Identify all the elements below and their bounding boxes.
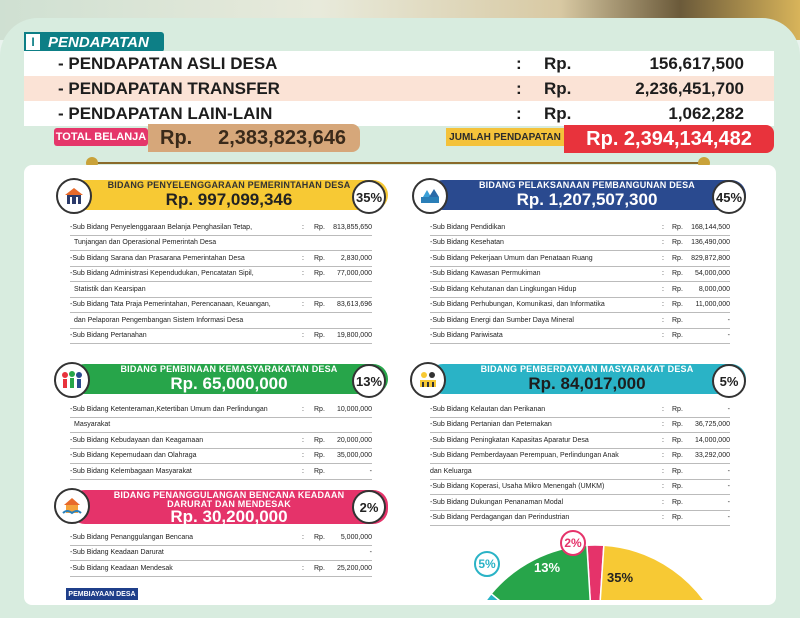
- community-people-icon: [54, 362, 90, 398]
- row-currency: Rp.: [672, 316, 683, 324]
- bidang-title-line1: BIDANG PENANGGULANGAN BENCANA KEADAAN: [113, 489, 345, 500]
- row-value: 136,490,000: [691, 239, 730, 247]
- bidang-kemasyarakatan-header: [70, 364, 388, 394]
- government-building-icon: [56, 178, 92, 214]
- table-row: [430, 282, 730, 298]
- row-name: -Sub Bidang Pertanahan: [70, 332, 147, 340]
- row-value: -: [369, 467, 372, 475]
- row-colon: :: [302, 452, 304, 460]
- section-title: PENDAPATAN: [48, 33, 149, 51]
- bidang-pemberdayaan-rows: [430, 402, 730, 526]
- row-colon: :: [662, 285, 664, 293]
- table-row: [430, 267, 730, 283]
- row-value: 20,000,000: [336, 436, 372, 444]
- bidang-percentage: 5%: [712, 364, 746, 398]
- row-name: -Sub Bidang Kesehatan: [430, 239, 504, 247]
- row-name: -Sub Bidang Peningkatan Kapasitas Aparatur Desa: [430, 436, 589, 444]
- bidang-title: BIDANG PEMBERDAYAAN MASYARAKAT DESA: [480, 364, 694, 374]
- row-value: -: [727, 467, 730, 475]
- table-row: [430, 220, 730, 236]
- construction-icon: [412, 178, 448, 214]
- pie-data-label: 2%: [564, 536, 582, 550]
- row-name: Statistik dan Kearsipan: [74, 285, 146, 293]
- jumlah-pendapatan-amount: Rp. 2,394,134,482: [564, 125, 774, 153]
- row-name: -Sub Bidang Koperasi, Usaha Mikro Menengah (UMKM): [430, 483, 605, 491]
- row-value: 11,000,000: [695, 301, 730, 309]
- row-colon: :: [662, 436, 664, 444]
- row-name: -Sub Bidang Penyelenggaraan Belanja Penghasilan Tetap,: [70, 223, 253, 231]
- pie-data-label: 13%: [533, 560, 561, 575]
- row-name: -Sub Bidang Tata Praja Pemerintahan, Perencanaan, Keuangan,: [70, 301, 271, 309]
- income-colon: :: [516, 78, 522, 98]
- table-row: [70, 329, 372, 345]
- table-row: [70, 298, 372, 314]
- row-value: 36,725,000: [694, 421, 730, 429]
- income-currency: Rp.: [544, 53, 572, 73]
- row-value: 19,800,000: [336, 332, 372, 340]
- row-value: 33,292,000: [694, 452, 730, 460]
- row-name: -Sub Bidang Pariwisata: [430, 332, 503, 340]
- bidang-percentage: 13%: [352, 364, 386, 398]
- bidang-pemerintahan-rows: [70, 220, 372, 344]
- row-colon: :: [662, 452, 664, 460]
- row-value: 5,000,000: [340, 533, 372, 541]
- bidang-pembangunan-header: [428, 180, 746, 210]
- row-currency: Rp.: [314, 436, 325, 444]
- bidang-percentage: 2%: [352, 490, 386, 524]
- table-row: [430, 418, 730, 434]
- bidang-bencana-rows: [70, 530, 372, 577]
- row-name: -Sub Bidang Keadaan Mendesak: [70, 564, 173, 572]
- row-name: -Sub Bidang Kelautan dan Perikanan: [430, 405, 546, 413]
- row-colon: :: [662, 514, 664, 522]
- bidang-pembangunan-rows: [430, 220, 730, 344]
- table-row: [430, 236, 730, 252]
- row-value: 829,872,800: [691, 254, 730, 262]
- pie-data-label: 35%: [606, 570, 634, 585]
- row-name: -Sub Bidang Kelembagaan Masyarakat: [70, 467, 192, 475]
- row-name: -Sub Bidang Penanggulangan Bencana: [70, 533, 193, 541]
- income-colon: :: [516, 103, 522, 123]
- row-currency: Rp.: [314, 405, 325, 413]
- row-currency: Rp.: [672, 514, 683, 522]
- row-colon: :: [302, 564, 304, 572]
- table-row: [70, 236, 372, 252]
- row-currency: Rp.: [314, 301, 325, 309]
- bidang-pemberdayaan-header: [428, 364, 746, 394]
- row-name: Masyarakat: [74, 421, 111, 429]
- table-row: [70, 530, 372, 546]
- total-belanja-label: TOTAL BELANJA: [54, 128, 148, 146]
- row-currency: Rp.: [314, 223, 325, 231]
- table-row: [70, 267, 372, 283]
- table-row: [70, 313, 372, 329]
- table-row: [70, 282, 372, 298]
- table-row: [70, 433, 372, 449]
- row-colon: :: [302, 270, 304, 278]
- row-colon: :: [662, 421, 664, 429]
- row-currency: Rp.: [672, 270, 683, 278]
- income-row-asli: [24, 51, 774, 76]
- income-colon: :: [516, 53, 522, 73]
- row-currency: Rp.: [672, 467, 683, 475]
- row-name: dan Pelaporan Pengembangan Sistem Informasi Desa: [74, 316, 244, 324]
- row-value: 54,000,000: [694, 270, 730, 278]
- row-name: -Sub Bidang Pertanian dan Peternakan: [430, 421, 552, 429]
- total-belanja-currency: Rp.: [160, 126, 193, 149]
- row-currency: Rp.: [314, 270, 325, 278]
- row-colon: :: [662, 498, 664, 506]
- row-currency: Rp.: [672, 436, 683, 444]
- row-colon: :: [662, 316, 664, 324]
- table-row: [430, 298, 730, 314]
- row-value: -: [369, 549, 372, 557]
- bidang-title: BIDANG PEMBINAAN KEMASYARAKATAN DESA: [120, 364, 338, 374]
- income-label: - PENDAPATAN TRANSFER: [58, 78, 280, 98]
- table-row: [70, 418, 372, 434]
- row-value: 35,000,000: [336, 452, 372, 460]
- income-amount: 156,617,500: [649, 53, 744, 73]
- row-name: -Sub Bidang Pekerjaan Umum dan Penataan Ruang: [430, 254, 593, 262]
- row-value: 168,144,500: [691, 223, 730, 231]
- row-colon: :: [662, 239, 664, 247]
- row-currency: Rp.: [672, 301, 683, 309]
- row-colon: :: [302, 467, 304, 475]
- table-row: [430, 251, 730, 267]
- bidang-percentage: 45%: [712, 180, 746, 214]
- pembiayaan-label: PEMBIAYAAN DESA: [66, 588, 138, 600]
- row-value: 77,000,000: [336, 270, 372, 278]
- row-currency: Rp.: [314, 452, 325, 460]
- income-amount: 1,062,282: [668, 103, 744, 123]
- row-name: -Sub Bidang Kebudayaan dan Keagamaan: [70, 436, 204, 444]
- row-currency: Rp.: [314, 254, 325, 262]
- section-number: I: [24, 32, 42, 52]
- row-value: 813,855,650: [333, 223, 372, 231]
- budget-pie-chart: [440, 520, 770, 600]
- total-belanja-amount-box: [148, 124, 360, 152]
- table-row: [430, 480, 730, 496]
- empowerment-icon: [410, 362, 446, 398]
- row-value: -: [727, 332, 730, 340]
- bidang-amount: Rp. 1,207,507,300: [516, 190, 658, 209]
- row-currency: Rp.: [672, 498, 683, 506]
- jumlah-pendapatan-label: JUMLAH PENDAPATAN: [446, 128, 564, 146]
- table-row: [430, 329, 730, 345]
- row-name: -Sub Bidang Perhubungan, Komunikasi, dan Informatika: [430, 301, 605, 309]
- row-currency: Rp.: [672, 332, 683, 340]
- table-row: [70, 561, 372, 577]
- row-colon: :: [302, 223, 304, 231]
- table-row: [430, 313, 730, 329]
- row-colon: :: [662, 254, 664, 262]
- table-row: [70, 402, 372, 418]
- row-value: 10,000,000: [336, 405, 372, 413]
- pie-data-label: 5%: [478, 557, 496, 571]
- table-row: [70, 449, 372, 465]
- row-name: dan Keluarga: [430, 467, 472, 475]
- row-currency: Rp.: [314, 533, 325, 541]
- row-name: -Sub Bidang Kehutanan dan Lingkungan Hidup: [430, 285, 577, 293]
- table-row: [430, 495, 730, 511]
- table-row: [430, 449, 730, 465]
- bidang-pemerintahan-header: [70, 180, 388, 210]
- row-colon: :: [302, 254, 304, 262]
- section-label: [24, 32, 164, 52]
- bidang-amount: Rp. 30,200,000: [170, 506, 288, 526]
- row-value: -: [727, 316, 730, 324]
- row-name: -Sub Bidang Administrasi Kependudukan, Pencatatan Sipil,: [70, 270, 254, 278]
- row-colon: :: [662, 405, 664, 413]
- row-currency: Rp.: [672, 223, 683, 231]
- row-value: 2,830,000: [340, 254, 372, 262]
- row-value: -: [727, 405, 730, 413]
- row-value: -: [727, 514, 730, 522]
- row-name: -Sub Bidang Kepemudaan dan Olahraga: [70, 452, 197, 460]
- income-label: - PENDAPATAN ASLI DESA: [58, 53, 278, 73]
- table-row: [70, 464, 372, 480]
- row-colon: :: [662, 332, 664, 340]
- row-value: -: [727, 483, 730, 491]
- row-currency: Rp.: [672, 452, 683, 460]
- row-colon: :: [662, 483, 664, 491]
- row-name: -Sub Bidang Ketenteraman,Ketertiban Umum dan Perlindungan: [70, 405, 268, 413]
- row-name: -Sub Bidang Keadaan Darurat: [70, 549, 164, 557]
- row-colon: :: [302, 533, 304, 541]
- row-value: -: [727, 498, 730, 506]
- total-belanja-amount: 2,383,823,646: [218, 126, 346, 149]
- row-value: 8,000,000: [698, 285, 730, 293]
- row-colon: :: [302, 332, 304, 340]
- bidang-kemasyarakatan-rows: [70, 402, 372, 480]
- row-colon: :: [302, 436, 304, 444]
- row-colon: :: [302, 301, 304, 309]
- row-colon: :: [662, 223, 664, 231]
- bidang-bencana-header: [70, 490, 388, 524]
- table-row: [70, 546, 372, 562]
- table-row: [70, 251, 372, 267]
- income-row-transfer: [24, 76, 774, 101]
- row-currency: Rp.: [314, 564, 325, 572]
- timeline-line: [92, 162, 704, 164]
- bidang-amount: Rp. 84,017,000: [528, 374, 646, 393]
- row-currency: Rp.: [672, 483, 683, 491]
- row-name: -Sub Bidang Dukungan Penanaman Modal: [430, 498, 564, 506]
- row-currency: Rp.: [672, 421, 683, 429]
- row-currency: Rp.: [672, 285, 683, 293]
- row-name: -Sub Bidang Pemberdayaan Perempuan, Perlindungan Anak: [430, 452, 619, 460]
- bidang-amount: Rp. 997,099,346: [165, 190, 293, 209]
- row-value: 83,613,696: [336, 301, 372, 309]
- row-colon: :: [302, 405, 304, 413]
- row-name: -Sub Bidang Pendidikan: [430, 223, 506, 231]
- row-colon: :: [662, 467, 664, 475]
- row-currency: Rp.: [672, 239, 683, 247]
- bidang-percentage: 35%: [352, 180, 386, 214]
- row-value: 25,200,000: [336, 564, 372, 572]
- bidang-title: BIDANG PELAKSANAAN PEMBANGUNAN DESA: [478, 180, 695, 190]
- row-name: Tunjangan dan Operasional Pemerintah Desa: [74, 239, 217, 247]
- row-value: 14,000,000: [694, 436, 730, 444]
- income-label: - PENDAPATAN LAIN-LAIN: [58, 103, 273, 123]
- table-row: [430, 464, 730, 480]
- table-row: [430, 402, 730, 418]
- income-row-lain: [24, 101, 774, 126]
- table-row: [430, 433, 730, 449]
- row-colon: :: [662, 301, 664, 309]
- income-amount: 2,236,451,700: [635, 78, 744, 98]
- row-name: -Sub Bidang Kawasan Permukiman: [430, 270, 541, 278]
- bidang-title-line2: DARURAT DAN MENDESAK: [167, 498, 291, 509]
- bidang-amount: Rp. 65,000,000: [170, 374, 288, 393]
- disaster-relief-icon: [54, 488, 90, 524]
- row-currency: Rp.: [672, 254, 683, 262]
- row-name: -Sub Bidang Perdagangan dan Perindustrian: [430, 514, 570, 522]
- income-currency: Rp.: [544, 103, 572, 123]
- income-currency: Rp.: [544, 78, 572, 98]
- bidang-title: BIDANG PENYELENGGARAAN PEMERINTAHAN DESA: [107, 180, 351, 190]
- row-name: -Sub Bidang Sarana dan Prasarana Pemerintahan Desa: [70, 254, 245, 262]
- row-currency: Rp.: [672, 405, 683, 413]
- row-currency: Rp.: [314, 332, 325, 340]
- table-row: [70, 220, 372, 236]
- row-name: -Sub Bidang Energi dan Sumber Daya Mineral: [430, 316, 574, 324]
- row-colon: :: [662, 270, 664, 278]
- row-currency: Rp.: [314, 467, 325, 475]
